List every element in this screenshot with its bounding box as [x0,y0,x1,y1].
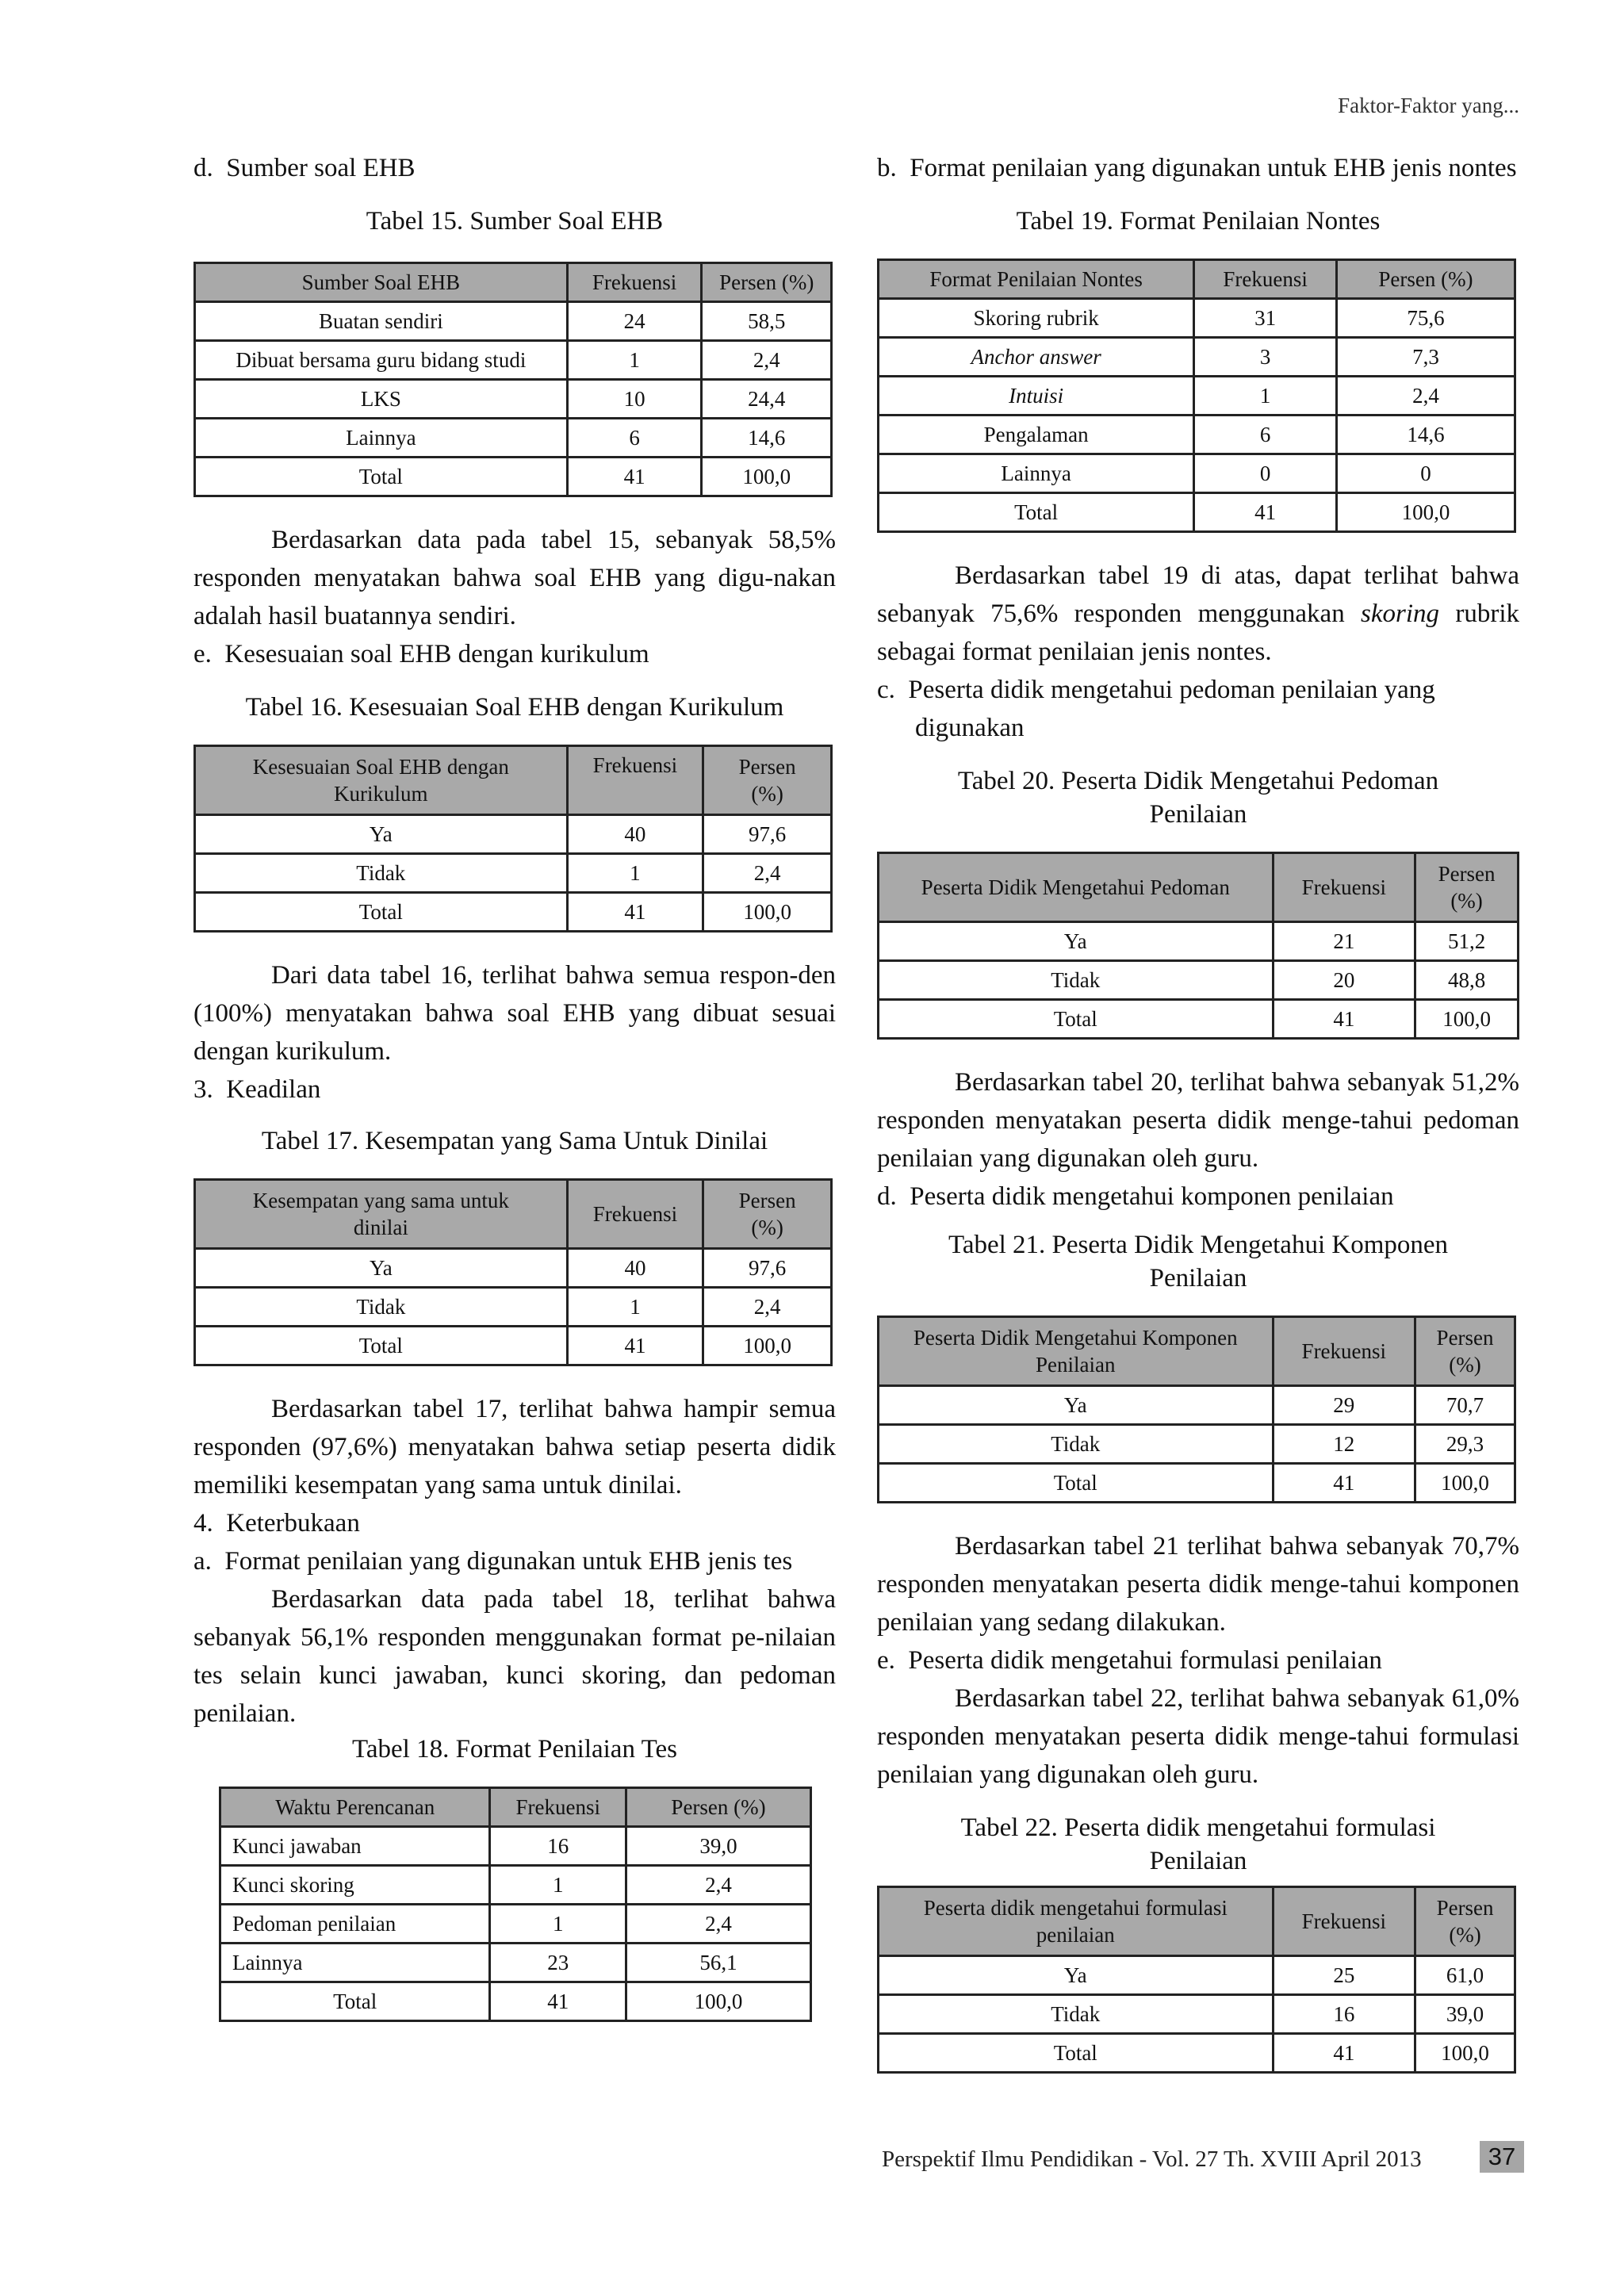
table-19-caption: Tabel 19. Format Penilaian Nontes [1016,207,1381,236]
table-cell: 41 [490,1982,626,2021]
table-cell: Ya [195,815,568,854]
table-cell: 41 [567,1327,703,1365]
table-cell: 40 [567,815,703,854]
table-cell: Ya [879,1386,1274,1425]
table-cell: 58,5 [702,302,832,341]
table-header: Peserta Didik Mengetahui Pedoman [879,853,1274,922]
paragraph-table-21: Berdasarkan tabel 21 terlihat bahwa sebanyak 70,7% responden menyatakan peserta didik menge-tahui komponen penilaian yang sedang dilakukan. [877,1532,1519,1637]
table-cell: 29,3 [1415,1425,1515,1464]
table-cell: 100,0 [703,1327,832,1365]
paragraph-table-20: Berdasarkan tabel 20, terlihat bahwa sebanyak 51,2% responden menyatakan peserta didik menge-tahui pedoman penilaian yang digunakan oleh guru. [877,1068,1519,1173]
table-cell: 7,3 [1336,338,1515,377]
paragraph-table-19 [877,557,1519,671]
table-header: Persen (%) [1415,853,1519,922]
table-20 [877,852,1519,1040]
paragraph-table-15: Berdasarkan data pada tabel 15, sebanyak 58,5% responden menyatakan bahwa soal EHB yang digu-nakan adalah hasil buatannya sendiri. [193,526,836,630]
table-header: Sumber Soal EHB [195,263,568,302]
table-row [220,1944,811,1982]
table-cell: 12 [1273,1425,1415,1464]
table-header: Persen (%) [703,746,832,815]
table-header: Frekuensi [567,746,703,815]
table-16 [193,745,833,933]
table-cell: Ya [195,1249,568,1288]
table-cell: 1 [567,854,703,893]
table-row [879,1995,1515,2034]
table-row [879,377,1515,416]
table-header: Persen (%) [1415,1887,1515,1956]
paragraph-19-text-a: Berdasarkan tabel 19 di atas, dapat terlihat bahwa sebanyak 75,6% responden menggunakan [877,561,1519,628]
table-header: Frekuensi [567,263,702,302]
table-header: Frekuensi [1273,1317,1415,1386]
table-row [220,1827,811,1866]
table-cell: Lainnya [195,419,568,458]
section-e-heading: e. Kesesuaian soal EHB dengan kurikulum [193,640,649,668]
table-cell: 0 [1336,454,1515,493]
paragraph-19-emphasis: skoring [1361,599,1440,628]
table-cell: 2,4 [626,1905,811,1944]
running-header: Faktor-Faktor yang... [1338,94,1519,117]
table-row [879,1425,1515,1464]
table-row [195,1288,832,1327]
table-cell: 100,0 [1415,1000,1519,1039]
table-cell: 51,2 [1415,922,1519,961]
table-cell: 97,6 [703,815,832,854]
table-cell: 56,1 [626,1944,811,1982]
table-cell: 100,0 [702,458,832,496]
table-header: Kesempatan yang sama untuk dinilai [195,1180,568,1249]
table-cell: 16 [490,1827,626,1866]
table-cell: Total [195,1327,568,1365]
table-row [879,416,1515,454]
table-cell: Skoring rubrik [879,299,1194,338]
right-column [877,149,1519,2074]
table-cell: 6 [1194,416,1337,454]
table-row [195,815,832,854]
table-header: Waktu Perencanan [220,1788,490,1827]
table-row [879,2034,1515,2073]
section-a-heading: a. Format penilaian yang digunakan untuk EHB jenis tes [193,1547,793,1576]
table-16-caption: Tabel 16. Kesesuaian Soal EHB dengan Kurikulum [245,693,784,722]
table-cell: Lainnya [879,454,1194,493]
table-cell: Intuisi [879,377,1194,416]
table-cell: 29 [1273,1386,1415,1425]
table-cell: Tidak [195,854,568,893]
table-cell: 41 [567,458,702,496]
table-21-caption: Tabel 21. Peserta Didik Mengetahui Komponen Penilaian [948,1231,1449,1293]
table-row [879,1464,1515,1503]
table-cell: 41 [1273,2034,1415,2073]
table-cell: Total [879,493,1194,532]
table-cell: 23 [490,1944,626,1982]
table-cell: Pengalaman [879,416,1194,454]
table-18 [219,1787,812,2022]
table-row [195,1249,832,1288]
table-cell: 31 [1194,299,1337,338]
table-cell: 2,4 [703,854,832,893]
table-cell: Total [220,1982,490,2021]
table-cell: 61,0 [1415,1956,1515,1995]
table-header: Kesesuaian Soal EHB dengan Kurikulum [195,746,568,815]
table-row [195,380,832,419]
table-cell: 20 [1273,961,1415,1000]
table-row [195,458,832,496]
table-cell: 100,0 [1415,2034,1515,2073]
paragraph-table-17: Berdasarkan tabel 17, terlihat bahwa hampir semua responden (97,6%) menyatakan bahwa setiap peserta didik memiliki kesempatan yang sama untuk dinilai. [193,1395,836,1499]
table-cell: Ya [879,1956,1274,1995]
table-header: Persen (%) [1415,1317,1515,1386]
table-17 [193,1178,833,1366]
table-cell: Total [879,1464,1274,1503]
table-cell: 21 [1273,922,1415,961]
table-row [220,1866,811,1905]
table-row [879,454,1515,493]
paragraph-19-text-b: rubrik sebagai format penilaian jenis nontes. [877,599,1519,666]
table-row [195,1327,832,1365]
table-cell: Lainnya [220,1944,490,1982]
table-header: Peserta Didik Mengetahui Komponen Penilaian [879,1317,1274,1386]
table-header: Frekuensi [567,1180,703,1249]
table-cell: Dibuat bersama guru bidang studi [195,341,568,380]
paragraph-table-18: Berdasarkan data pada tabel 18, terlihat bahwa sebanyak 56,1% responden menggunakan format pe-nilaian tes selain kunci jawaban, kunci skoring, dan pedoman penilaian. [193,1585,836,1728]
paragraph-table-22: Berdasarkan tabel 22, terlihat bahwa sebanyak 61,0% responden menyatakan peserta didik menge-tahui formulasi penilaian yang digunakan oleh guru. [877,1684,1519,1789]
table-row [220,1982,811,2021]
table-header: Persen (%) [1336,260,1515,299]
table-cell: 2,4 [626,1866,811,1905]
table-cell: 24 [567,302,702,341]
table-cell: 24,4 [702,380,832,419]
table-row [195,854,832,893]
table-header: Persen (%) [702,263,832,302]
table-cell: 1 [567,1288,703,1327]
section-d-right-heading: d. Peserta didik mengetahui komponen penilaian [877,1182,1394,1211]
table-row [879,1000,1519,1039]
table-cell: 70,7 [1415,1386,1515,1425]
table-cell: 39,0 [1415,1995,1515,2034]
section-c-heading: c. Peserta didik mengetahui pedoman penilaian yang digunakan [877,676,1435,742]
section-3-heading: 3. Keadilan [193,1075,321,1104]
table-cell: Tidak [879,1425,1274,1464]
table-header: Frekuensi [1194,260,1337,299]
left-column [193,149,836,2022]
table-cell: 3 [1194,338,1337,377]
section-4-heading: 4. Keterbukaan [193,1509,360,1538]
table-cell: Kunci skoring [220,1866,490,1905]
table-22 [877,1886,1516,2074]
table-cell: 75,6 [1336,299,1515,338]
table-row [879,299,1515,338]
table-row [220,1905,811,1944]
table-17-caption: Tabel 17. Kesempatan yang Sama Untuk Dinilai [261,1127,768,1155]
table-row [195,341,832,380]
table-cell: Kunci jawaban [220,1827,490,1866]
table-cell: 2,4 [703,1288,832,1327]
table-row [195,893,832,932]
table-row [879,493,1515,532]
table-cell: 40 [567,1249,703,1288]
table-cell: LKS [195,380,568,419]
table-cell: 25 [1273,1956,1415,1995]
table-cell: 14,6 [1336,416,1515,454]
table-row [879,1386,1515,1425]
page-number: 37 [1480,2141,1524,2173]
table-cell: 41 [1273,1464,1415,1503]
table-cell: 100,0 [1336,493,1515,532]
table-cell: 10 [567,380,702,419]
paragraph-table-16: Dari data tabel 16, terlihat bahwa semua respon-den (100%) menyatakan bahwa soal EHB yang dibuat sesuai dengan kurikulum. [193,961,836,1066]
table-cell: Total [879,1000,1274,1039]
table-cell: Tidak [879,1995,1274,2034]
table-cell: 100,0 [703,893,832,932]
table-cell: 1 [1194,377,1337,416]
table-18-caption: Tabel 18. Format Penilaian Tes [352,1735,677,1764]
table-22-caption: Tabel 22. Peserta didik mengetahui formulasi Penilaian [960,1813,1436,1875]
table-cell: 6 [567,419,702,458]
table-15 [193,262,833,497]
table-cell: Ya [879,922,1274,961]
table-cell: 41 [1194,493,1337,532]
table-15-caption: Tabel 15. Sumber Soal EHB [366,207,664,236]
table-header: Persen (%) [626,1788,811,1827]
table-row [879,338,1515,377]
table-cell: Buatan sendiri [195,302,568,341]
table-row [879,961,1519,1000]
table-row [879,922,1519,961]
journal-footer: Perspektif Ilmu Pendidikan - Vol. 27 Th. XVIII April 2013 [882,2147,1422,2172]
table-cell: 2,4 [1336,377,1515,416]
table-header: Frekuensi [490,1788,626,1827]
table-cell: 1 [567,341,702,380]
table-cell: 0 [1194,454,1337,493]
table-cell: 41 [1273,1000,1415,1039]
table-header: Frekuensi [1273,1887,1415,1956]
table-cell: 2,4 [702,341,832,380]
table-cell: 100,0 [626,1982,811,2021]
table-cell: 1 [490,1866,626,1905]
table-header: Persen (%) [703,1180,832,1249]
table-20-caption: Tabel 20. Peserta Didik Mengetahui Pedoman Penilaian [957,767,1439,829]
table-cell: Total [195,893,568,932]
table-cell: Tidak [195,1288,568,1327]
section-d-heading: d. Sumber soal EHB [193,154,416,182]
table-21 [877,1316,1516,1503]
table-cell: Pedoman penilaian [220,1905,490,1944]
table-cell: Anchor answer [879,338,1194,377]
table-cell: 1 [490,1905,626,1944]
table-cell: Total [195,458,568,496]
table-cell: 16 [1273,1995,1415,2034]
table-header: Frekuensi [1273,853,1415,922]
table-row [195,302,832,341]
table-cell: 39,0 [626,1827,811,1866]
table-cell: 41 [567,893,703,932]
section-b-heading: b. Format penilaian yang digunakan untuk EHB jenis nontes [877,154,1517,182]
table-row [879,1956,1515,1995]
table-row [195,419,832,458]
table-cell: 48,8 [1415,961,1519,1000]
table-cell: 97,6 [703,1249,832,1288]
section-e-right-heading: e. Peserta didik mengetahui formulasi penilaian [877,1646,1382,1675]
table-cell: 100,0 [1415,1464,1515,1503]
table-cell: Total [879,2034,1274,2073]
table-cell: Tidak [879,961,1274,1000]
table-cell: 14,6 [702,419,832,458]
table-19 [877,259,1516,533]
table-header: Format Penilaian Nontes [879,260,1194,299]
table-header: Peserta didik mengetahui formulasi penilaian [879,1887,1274,1956]
